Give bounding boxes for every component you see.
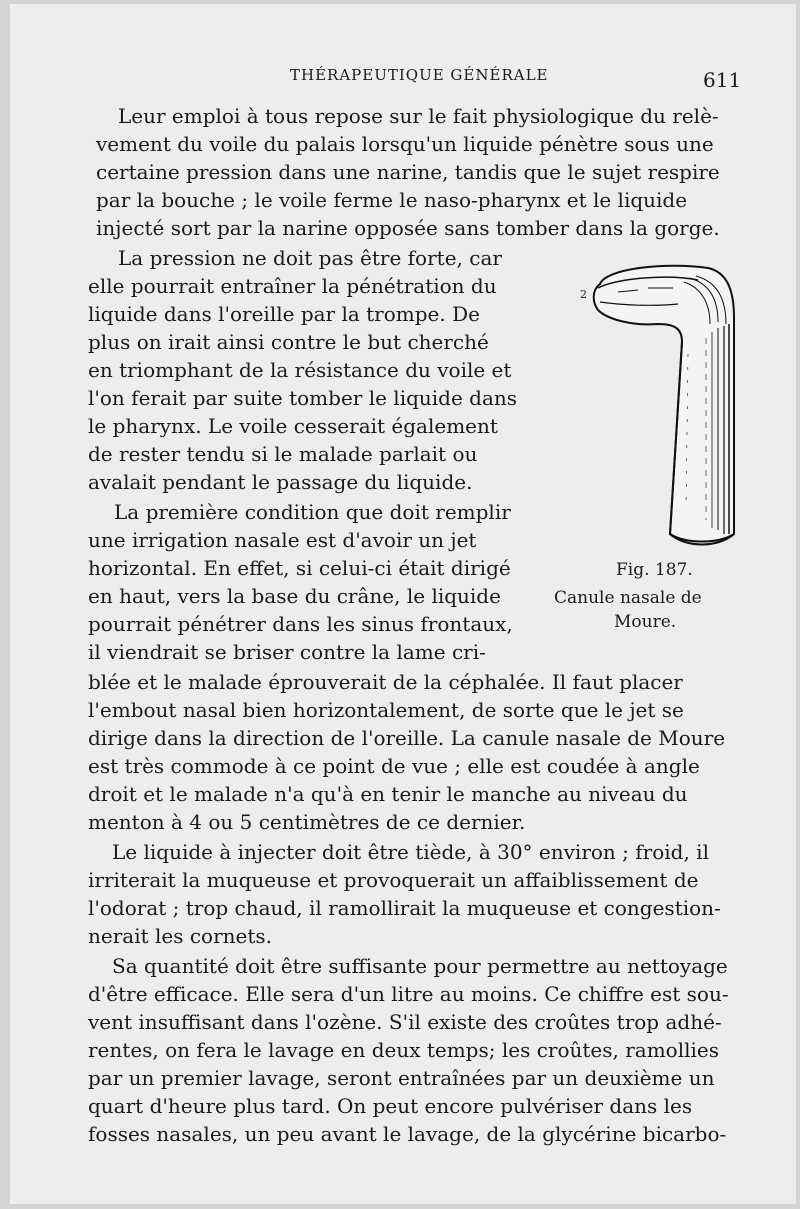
figure-label: Fig. 187. <box>616 560 693 580</box>
text-line: pourrait pénétrer dans les sinus frontaux, <box>88 612 513 636</box>
text-line: irriterait la muqueuse et provoquerait un affaiblissement de <box>88 868 699 892</box>
text-line: quart d'heure plus tard. On peut encore pulvériser dans les <box>88 1094 693 1118</box>
figure-caption: Canule nasale de <box>554 588 702 608</box>
text-line: La pression ne doit pas être forte, car <box>118 246 502 270</box>
text-line: le pharynx. Le voile cesserait également <box>88 414 498 438</box>
text-line: il viendrait se briser contre la lame cri- <box>88 640 486 664</box>
nasal-cannula-illustration <box>578 258 760 548</box>
text-line: nerait les cornets. <box>88 924 273 948</box>
text-line: horizontal. En effet, si celui-ci était dirigé <box>88 556 511 580</box>
text-line: fosses nasales, un peu avant le lavage, de la glycérine bicarbo- <box>88 1122 727 1146</box>
text-line: liquide dans l'oreille par la trompe. De <box>88 302 480 326</box>
header-title: THÉRAPEUTIQUE GÉNÉRALE <box>290 66 549 84</box>
text-line: une irrigation nasale est d'avoir un jet <box>88 528 477 552</box>
page-number: 611 <box>703 68 742 92</box>
text-line: l'odorat ; trop chaud, il ramollirait la muqueuse et congestion- <box>88 896 721 920</box>
text-line: La première condition que doit remplir <box>114 500 511 524</box>
text-line: en haut, vers la base du crâne, le liquide <box>88 584 501 608</box>
figure-187 <box>578 258 760 548</box>
text-line: Sa quantité doit être suffisante pour permettre au nettoyage <box>112 954 728 978</box>
text-line: blée et le malade éprouverait de la céphalée. Il faut placer <box>88 670 683 694</box>
text-line: vement du voile du palais lorsqu'un liquide pénètre sous une <box>96 132 714 156</box>
figure-caption: Moure. <box>614 612 677 632</box>
text-line: l'embout nasal bien horizontalement, de sorte que le jet se <box>88 698 684 722</box>
text-line: l'on ferait par suite tomber le liquide dans <box>88 386 518 410</box>
text-line: droit et le malade n'a qu'à en tenir le manche au niveau du <box>88 782 688 806</box>
text-line: par un premier lavage, seront entraînées par un deuxième un <box>88 1066 715 1090</box>
text-line: avalait pendant le passage du liquide. <box>88 470 473 494</box>
text-line: Leur emploi à tous repose sur le fait physiologique du relè- <box>118 104 719 128</box>
text-line: menton à 4 ou 5 centimètres de ce dernier. <box>88 810 526 834</box>
text-line: vent insuffisant dans l'ozène. S'il existe des croûtes trop adhé- <box>88 1010 722 1034</box>
figure-marker: 2 <box>580 288 587 301</box>
running-header <box>10 60 796 90</box>
text-line: de rester tendu si le malade parlait ou <box>88 442 478 466</box>
text-line: Le liquide à injecter doit être tiède, à 30° environ ; froid, il <box>112 840 709 864</box>
text-line: est très commode à ce point de vue ; elle est coudée à angle <box>88 754 700 778</box>
text-line: par la bouche ; le voile ferme le naso-pharynx et le liquide <box>96 188 688 212</box>
text-line: certaine pression dans une narine, tandis que le sujet respire <box>96 160 720 184</box>
text-line: d'être efficace. Elle sera d'un litre au moins. Ce chiffre est sou- <box>88 982 729 1006</box>
text-line: rentes, on fera le lavage en deux temps; les croûtes, ramollies <box>88 1038 720 1062</box>
text-line: plus on irait ainsi contre le but cherché <box>88 330 489 354</box>
text-line: injecté sort par la narine opposée sans tomber dans la gorge. <box>96 216 720 240</box>
book-page <box>10 4 796 1204</box>
text-line: en triomphant de la résistance du voile et <box>88 358 512 382</box>
text-line: elle pourrait entraîner la pénétration du <box>88 274 497 298</box>
text-line: dirige dans la direction de l'oreille. La canule nasale de Moure <box>88 726 726 750</box>
